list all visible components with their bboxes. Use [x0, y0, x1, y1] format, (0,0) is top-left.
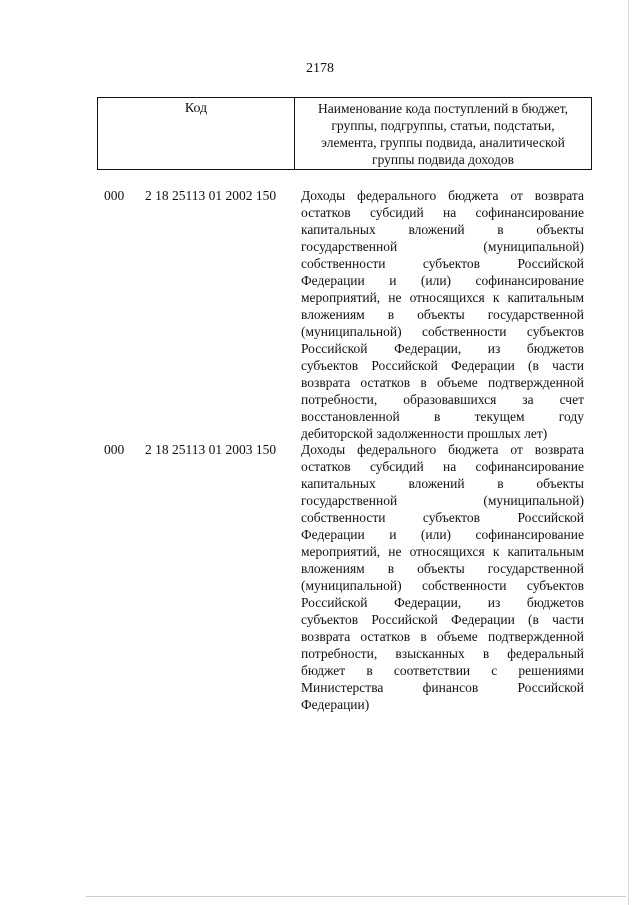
- name-line: потребности, образовавшихся за счет: [301, 392, 584, 407]
- revenue-code-name: [301, 441, 584, 713]
- name-header-line: Наименование кода поступлений в бюджет,: [317, 101, 568, 116]
- revenue-code-name: [301, 187, 584, 442]
- name-line: Российской Федерации, из бюджетов: [301, 341, 584, 356]
- name-line: (муниципальной) собственности субъектов: [301, 324, 584, 339]
- name-line: Доходы федерального бюджета от возврата: [301, 188, 584, 203]
- name-line: капитальных вложений в объекты: [301, 476, 584, 491]
- name-line: возврата остатков в объеме подтвержденной: [301, 629, 584, 644]
- page-number: 2178: [306, 61, 334, 76]
- revenue-code: 2 18 25113 01 2003 150: [145, 442, 277, 457]
- revenue-code: 2 18 25113 01 2002 150: [145, 188, 277, 203]
- code-column-header: Код: [98, 98, 295, 169]
- name-line: капитальных вложений в объекты: [301, 222, 584, 237]
- name-line: собственности субъектов Российской: [301, 510, 584, 525]
- name-line: мероприятий, не относящихся к капитальным: [301, 290, 584, 305]
- admin-code: 000: [104, 188, 125, 203]
- column-header-table: [97, 97, 592, 170]
- name-line: Федерации и (или) софинансирование: [301, 527, 584, 542]
- name-line: потребности, взысканных в федеральный: [301, 646, 584, 661]
- name-line: государственной (муниципальной): [301, 239, 584, 254]
- name-line: (муниципальной) собственности субъектов: [301, 578, 584, 593]
- name-header-line: группы подвида доходов: [372, 152, 514, 167]
- name-line: Российской Федерации, из бюджетов: [301, 595, 584, 610]
- name-line: субъектов Российской Федерации (в части: [301, 358, 584, 373]
- name-line: восстановленной в текущем году: [301, 409, 584, 424]
- name-line: Министерства финансов Российской: [301, 680, 584, 695]
- admin-code: 000: [104, 442, 125, 457]
- name-line: вложениям в объекты государственной: [301, 307, 584, 322]
- name-header-line: элемента, группы подвида, аналитической: [321, 135, 565, 150]
- scan-edge-line: [628, 0, 629, 905]
- name-line: остатков субсидий на софинансирование: [301, 205, 584, 220]
- name-line: собственности субъектов Российской: [301, 256, 584, 271]
- name-line: возврата остатков в объеме подтвержденной: [301, 375, 584, 390]
- name-line: дебиторской задолженности прошлых лет): [301, 426, 548, 441]
- name-line: мероприятий, не относящихся к капитальным: [301, 544, 584, 559]
- scan-edge-line: [86, 896, 626, 897]
- name-line: государственной (муниципальной): [301, 493, 584, 508]
- name-line: бюджет в соответствии с решениями: [301, 663, 584, 678]
- name-line: субъектов Российской Федерации (в части: [301, 612, 584, 627]
- name-line: Доходы федерального бюджета от возврата: [301, 442, 584, 457]
- name-column-header: [295, 98, 591, 171]
- name-line: остатков субсидий на софинансирование: [301, 459, 584, 474]
- name-header-line: группы, подгруппы, статьи, подстатьи,: [331, 118, 555, 133]
- name-line: Федерации и (или) софинансирование: [301, 273, 584, 288]
- name-line: Федерации): [301, 697, 370, 712]
- name-line: вложениям в объекты государственной: [301, 561, 584, 576]
